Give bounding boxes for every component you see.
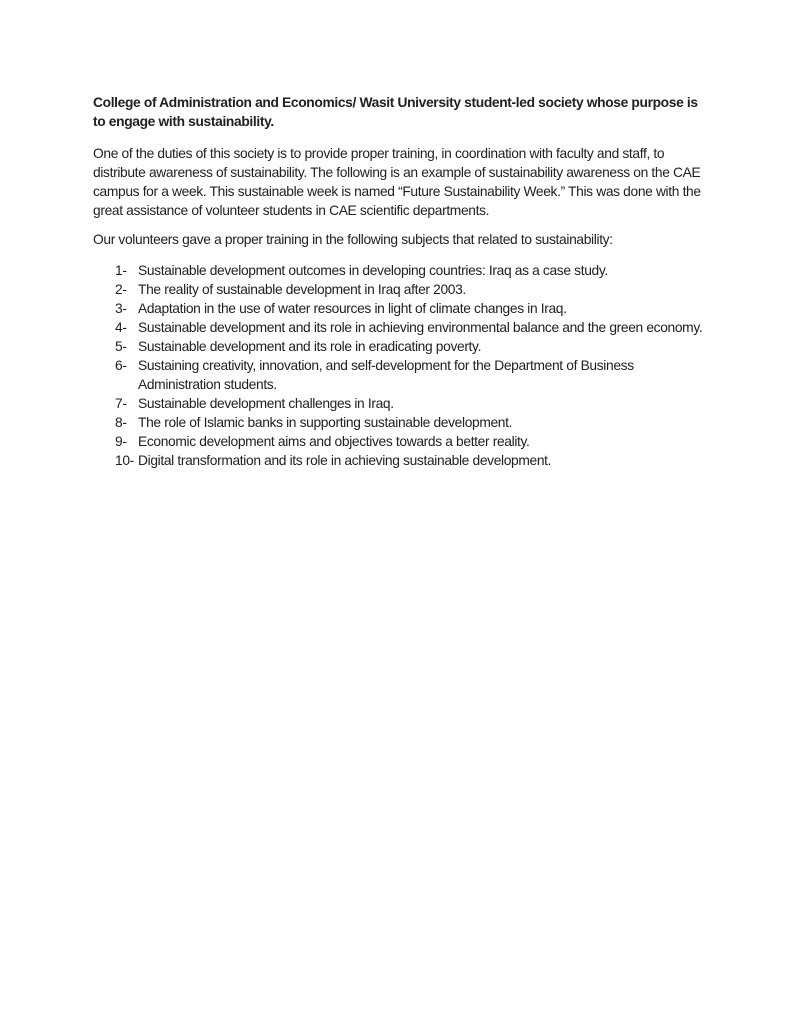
- list-item: [93, 451, 713, 470]
- list-item-text: The role of Islamic banks in supporting sustainable development.: [138, 415, 513, 430]
- list-item: [93, 280, 713, 299]
- document-content: [93, 93, 713, 470]
- document-heading: College of Administration and Economics/ Wasit University student-led society whose purpose is to engage with sustainability.: [93, 95, 698, 129]
- paragraph-society-duties: One of the duties of this society is to provide proper training, in coordination with faculty and staff, to distribute awareness of sustainability. The following is an example of sustainability awareness on the CAE campus for a week. This sustainable week is named “Future Sustainability Week.” This was done with the great assistance of volunteer students in CAE scientific departments.: [93, 146, 701, 218]
- list-item-number: 3-: [115, 301, 127, 316]
- list-item: [93, 337, 713, 356]
- list-item-number: 1-: [115, 263, 127, 278]
- list-item-text: Digital transformation and its role in achieving sustainable development.: [138, 453, 552, 468]
- list-item-number: 8-: [115, 415, 127, 430]
- list-item-text: Economic development aims and objectives towards a better reality.: [138, 434, 530, 449]
- list-item-text: Adaptation in the use of water resources in light of climate changes in Iraq.: [138, 301, 567, 316]
- paragraph-volunteers-intro: Our volunteers gave a proper training in the following subjects that related to sustainability:: [93, 232, 613, 247]
- list-item-number: 10-: [115, 453, 134, 468]
- training-subjects-list: [93, 261, 713, 470]
- list-item: [93, 432, 713, 451]
- list-item-text: Sustainable development challenges in Iraq.: [138, 396, 394, 411]
- list-item-text: Sustainable development and its role in achieving environmental balance and the green economy.: [138, 320, 703, 335]
- list-item: [93, 261, 713, 280]
- list-item: [93, 356, 713, 394]
- list-item: [93, 299, 713, 318]
- list-item-number: 7-: [115, 396, 127, 411]
- list-item-number: 6-: [115, 358, 127, 373]
- list-item-text: The reality of sustainable development in Iraq after 2003.: [138, 282, 466, 297]
- list-item-number: 4-: [115, 320, 127, 335]
- list-item-number: 5-: [115, 339, 127, 354]
- list-item-text: Sustainable development outcomes in developing countries: Iraq as a case study.: [138, 263, 608, 278]
- list-item: [93, 394, 713, 413]
- list-item-text: Sustainable development and its role in eradicating poverty.: [138, 339, 482, 354]
- list-item-number: 2-: [115, 282, 127, 297]
- list-item-number: 9-: [115, 434, 127, 449]
- list-item-text: Sustaining creativity, innovation, and self-development for the Department of Business Administration students.: [138, 358, 634, 392]
- list-item: [93, 318, 713, 337]
- list-item: [93, 413, 713, 432]
